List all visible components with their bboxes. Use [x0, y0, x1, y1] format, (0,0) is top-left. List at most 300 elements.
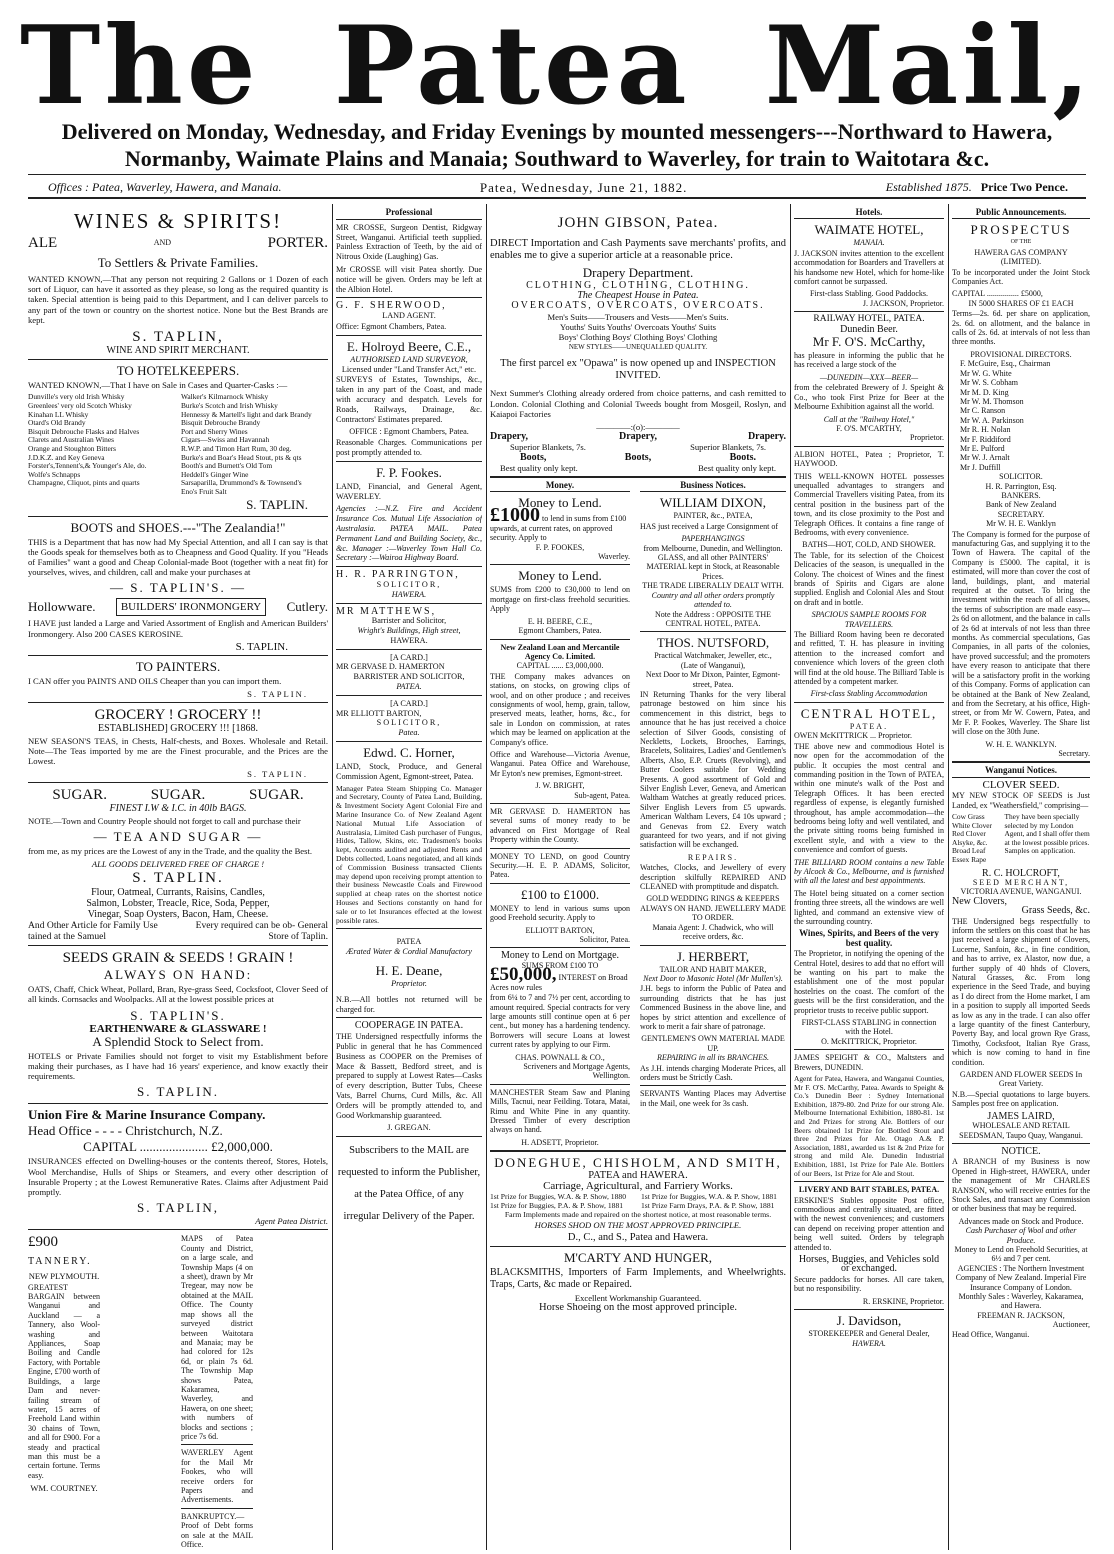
column-3: [490, 208, 786, 1548]
divider: [28, 655, 328, 656]
hawera-label: HAWERA.: [852, 1338, 886, 1348]
divider: [336, 928, 482, 929]
paperhangings: PAPERHANGINGS: [681, 534, 745, 544]
column-rule: [332, 204, 333, 1550]
beere-signature: E. H. BEERE, C.E.,: [527, 616, 593, 626]
union-insurance-heading: Union Fire & Marine Insurance Company.: [28, 1107, 266, 1123]
divider: [336, 335, 482, 336]
youths-line: Youths' Suits Youths' Overcoats Youths' Suits: [560, 321, 716, 332]
solicitor-patea: Solicitor, Patea.: [579, 935, 630, 945]
nutsford-paragraph: IN Returning Thanks for the very liberal patronage bestowed on him since his commencement in this district, begs to announce that he has just received a choice selection of Silver Goods, consisting of Neckletts, Lockets, Brooches, Earrings, Bracelets, Solitaires, Ladies' and Gentlemen's Alberts, Also, E.P. Cruets (Revolving), and Butter Coolers suitable for Wedding Presents. A good assortment of Gold and Silver English Lever, Geneva, and American Waltham Watches at greatly reduced prices. Silver English Levers from £5 upwards. American Waltham Levers, £4 10s upward ; and Genevas from £2. Every watch guaranteed for two years, and if not giving satisfaction will be exchanged.: [640, 689, 786, 850]
ironmongery-paragraph: I HAVE just landed a Large and Varied Assortment of English and American Builders' Ironmongery. Also 200 CASES KEROSINE.: [28, 618, 328, 639]
dcs-line: D., C., and S., Patea and Hawera.: [567, 1232, 709, 1244]
wanklyn-signature: W. H. E. WANKLYN.: [985, 739, 1057, 749]
quality-row: [490, 463, 786, 473]
divider: [640, 1085, 786, 1086]
central-proprietor-note: The Proprietor, in notifying the opening of the Central Hotel, desires to add that no effort will be wanting on his part to make the establishment one of the most popular hostelries on the coast. The comfort of the guests will be the first consideration, and the proprietor trusts to receive public support.: [794, 949, 944, 1015]
excellent-workmanship: Excellent Workmanship Guaranteed.: [574, 1293, 702, 1304]
address-note: Note the Address : OPPOSITE THE CENTRAL HOTEL, PATEA.: [654, 609, 772, 628]
divider: [28, 782, 328, 783]
ale-label: ALE: [28, 235, 58, 251]
agencies-list: AGENCIES : The Northern Investment Company of New Zealand. Imperial Fire Insurance Company of London.: [955, 1263, 1087, 1292]
sherwood-name: G. F. SHERWOOD,: [336, 300, 447, 312]
money-column: [490, 481, 630, 1147]
manaia-label: MANAIA.: [853, 238, 885, 248]
shares-label: IN 5000 SHARES OF £1 EACH: [968, 298, 1074, 308]
stabling-accommodation: First-class Stabling Accommodation: [810, 689, 928, 699]
dunedin-xxx: —DUNEDIN—XXX—BEER—: [819, 372, 919, 382]
wines-spirits: Wines, Spirits, and Beers of the very best quality.: [799, 928, 939, 948]
family-use-left: And Other Article for Family Use tained at the Samuel: [28, 920, 158, 943]
first-class-stabling: First-class Stabling. Good Paddocks.: [810, 289, 928, 299]
directors-list: F. McGuire, Esq., Chairman Mr W. G. White Mr W. S. Cobham Mr M. D. King Mr W. M. Thomson Mr C. Ranson Mr W. A. Parkinson Mr R. H. Nolan Mr F. Riddiford Mr E. Pulford Mr W. J. Arnalt Mr J. Duffill: [960, 359, 1051, 472]
hotels-families-paragraph: HOTELS or Private Families should not forget to visit my Establishment before making their purchases, as I have had 16 years' experience, and know exactly their requirements.: [28, 1050, 328, 1082]
grain-seeds-heading: SEEDS GRAIN & SEEDS ! GRAIN !: [62, 950, 294, 967]
builders-ironmongery-label: BUILDERS' IRONMONGERY: [116, 598, 266, 616]
column-4: [794, 208, 944, 1548]
painters-heading: TO PAINTERS.: [135, 658, 221, 674]
divider: [490, 639, 630, 640]
oats-paragraph: OATS, Chaff, Chick Wheat, Pollard, Bran, Rye-grass Seed, Cocksfoot, Clover Seed of all kinds. Cornsacks and Woolpacks. All at the lowest possible prices at: [28, 984, 328, 1005]
divider: [490, 1150, 786, 1152]
authorised-surveyor: AUTHORISED LAND SURVEYOR,: [350, 354, 468, 364]
mccarthy-name: Mr F. O'S. McCarthy,: [812, 334, 926, 350]
gibson-paragraph: DIRECT Importation and Cash Payments save merchants' profits, and enables me to give a superior article at a reasonable price.: [490, 238, 786, 261]
boots-heading: BOOTS and SHOES.---"The Zealandia!": [70, 519, 286, 535]
crosse-notice: Mr CROSSE will visit Patea shortly. Due notice will be given. Orders may be left at the Albion Hotel.: [336, 264, 482, 294]
grocery-established: ESTABLISHED] GROCERY !!! [1868.: [98, 723, 258, 735]
sugar-heading: SUGAR. SUGAR. SUGAR.: [52, 787, 304, 804]
proprietor-label: Proprietor.: [391, 979, 427, 988]
solicitor-label: SOLICITOR,: [376, 718, 442, 728]
livery-stables: LIVERY AND BAIT STABLES, PATEA.: [798, 1185, 940, 1195]
drapery-department: Drapery Department.: [582, 265, 694, 280]
divider: [490, 1246, 786, 1247]
title-word-patea: Patea: [333, 3, 691, 129]
parrington-name: H. R. PARRINGTON,: [336, 569, 460, 581]
pownall-signature: CHAS. POWNALL & CO.,: [515, 1052, 605, 1062]
boys-line: Boys' Clothing Boys' Clothing Boys' Clothing: [558, 332, 718, 343]
divider: [181, 1444, 253, 1445]
offices-label: Offices : Patea, Waverley, Hawera, and Manaia.: [48, 180, 282, 194]
head-office-wanganui: Head Office, Wanganui.: [952, 1329, 1030, 1339]
railway-hotel: RAILWAY HOTEL, PATEA.: [813, 314, 925, 325]
divider: [336, 566, 482, 567]
tannery-label: TANNERY.: [28, 1256, 92, 1268]
divider: [490, 883, 630, 884]
divider: [952, 1143, 1090, 1144]
billiard-room: THE BILLIARD ROOM contains a new Table by Alcock & Co., Melbourne, and is furnished with all the latest and best appointments.: [794, 857, 944, 886]
divider: [794, 446, 944, 447]
tailor-label: TAILOR AND HABIT MAKER,: [659, 964, 767, 974]
solicitor-label: SOLICITOR,: [376, 579, 442, 589]
waimate-paragraph: J. JACKSON invites attention to the excellent accommodation for Boarders and Travellers at his handsome new Hotel, which for home-like comfort cannot be surpassed.: [794, 248, 944, 287]
bottles-notice: N.B.—All bottles not returned will be charged for.: [336, 994, 482, 1014]
terms-paragraph: Terms—2s. 6d. per share on application, 2s. 6d. on allotment, and the balance in calls of 2s. 6d. at intervals of not less than three months.: [952, 309, 1090, 347]
divider: [28, 516, 328, 517]
adams-money: MONEY TO LEND, on good Country Security.—H. E. P. ADAMS, Solicitor, Patea.: [490, 851, 630, 880]
delivery-subtitle: [16, 118, 1098, 172]
tannery-price: £900: [28, 1234, 58, 1251]
column-5: [952, 208, 1090, 1548]
boots-1: Boots,: [520, 451, 547, 463]
barton-money: MONEY to lend in various sums upon good Freehold security. Apply to: [490, 903, 630, 923]
hollowware-label: Hollowware.: [28, 599, 96, 615]
speight-awards: Agent for Patea, Hawera, and Wanganui Counties, Mr F. O'S. McCarthy, Patea. Awards to Speight & Co.'s Dunedin Beer : Sydney International Exhibition, 1879-80. 2nd Prize for our strong Ale. Melbourne International Exhibition, 1880-81. 1st and 2nd Prizes for strong Ale. Bottlers of our Beers obtained 1st Prize for Bottled Stout and three 2nd Prizes for Ale. Otago A.& P. Association, 1881, awarded us 1st & 2nd Prize for strong and mild Ale. Dunedin Industrial Exhibition, 1881, 1st Prize for Pale Ale. Bottlers of our Beers, 1st Prize for Ale and Stout.: [794, 1074, 944, 1178]
painters-paragraph: I CAN offer you PAINTS AND OILS Cheaper than you can import them.: [28, 675, 282, 686]
central-hotel: CENTRAL HOTEL,: [800, 705, 938, 721]
servants-notice: SERVANTS Wanting Places may Advertise in the Mail, one week for 3s cash.: [640, 1089, 786, 1108]
new-clovers: New Clovers,: [952, 895, 1007, 907]
glass-paragraph: GLASS, and all other PAINTERS' MATERIAL kept in Stock, at Reasonable Prices.: [646, 553, 780, 581]
fookes-signature: F. P. FOOKES,: [535, 542, 585, 552]
jackson-proprietor: J. JACKSON, Proprietor.: [862, 298, 944, 308]
drapery-3: Drapery.: [747, 431, 786, 443]
monthly-sales: Monthly Sales : Waverley, Kakaramea, and Hawera.: [958, 1292, 1084, 1311]
country-orders: Country and all other orders promptly attended to.: [651, 590, 775, 610]
farm-implements: Farm Implements made and repaired on the shortest notice, at most reasonable terms.: [504, 1209, 772, 1219]
divider: [794, 1049, 944, 1050]
erskine-signature: R. ERSKINE, Proprietor.: [862, 1296, 944, 1306]
divider: [336, 603, 482, 604]
nz-office: Office and Warehouse—Victoria Avenue, Wanganui. Patea Office and Warehouse, Mr Eyton's new premises, Egmont-street.: [490, 749, 630, 778]
insurance-capital: CAPITAL ..................... £2,000,000.: [83, 1139, 273, 1155]
first-class-stabling-2: FIRST-CLASS STABLING in connection with the Hotel.: [801, 1018, 937, 1037]
secure-paddocks: Secure paddocks for horses. All care taken, but no responsibility.: [794, 1274, 944, 1294]
gas-capital: CAPITAL ................ £5000,: [952, 289, 1043, 299]
fifty-thousand-text: INTEREST on Broad Acres now rules: [490, 973, 628, 992]
owner-line: OWEN McKITTRICK ... Proprietor.: [794, 731, 912, 741]
bottom-ads: [28, 1233, 328, 1548]
painter-label: PAINTER, &c., PATEA,: [673, 511, 753, 521]
porter-label: PORTER.: [267, 235, 328, 251]
egmont-chambers: Egmont Chambers, Patea.: [518, 626, 602, 636]
deane-name: H. E. Deane,: [375, 963, 443, 978]
solicitor-label: SOLICITOR.: [999, 472, 1043, 482]
scriveners-label: Scriveners and Mortgage Agents, Wellington.: [523, 1061, 630, 1081]
albion-paragraph: THIS WELL-KNOWN HOTEL possesses unequalled advantages to strangers and Commercial Travellers visiting Patea, from its central position in the business part of the town, and its close proximity to the Post and Telegraph Offices. It contains a fine range of Bedrooms, with every convenience.: [794, 471, 944, 537]
gibson-heading: JOHN GIBSON, Patea.: [557, 215, 719, 231]
merchant-title: WINE AND SPIRIT MERCHANT.: [106, 345, 250, 357]
manaia-agent: Manaia Agent: J. Chadwick, who will receive orders, &c.: [652, 922, 774, 942]
taplin-signature: S. TAPLIN.: [137, 1084, 219, 1100]
hamerton-money: MR GERVASE D. HAMERTON has several sums of money ready to be advanced on First Mortgage of Real Property within the County.: [490, 807, 630, 845]
repairs-heading: REPAIRS.: [687, 852, 739, 862]
horses-buggies: Horses, Buggies, and Vehicles sold or exchanged.: [798, 1254, 940, 1275]
gregan-signature: J. GREGAN.: [387, 1123, 431, 1133]
barton-signature: ELLIOTT BARTON,: [525, 925, 595, 935]
parrington-esq: H. R. Parrington, Esq.: [985, 481, 1057, 491]
special-quotations: N.B.—Special quotations to large buyers. Samples post free on application.: [952, 1089, 1090, 1109]
settlers-heading: To Settlers & Private Families.: [97, 255, 259, 270]
surveys-paragraph: SURVEYS of Estates, Townships, &c., taken in any part of the Coast, and made with accuracy and despatch. Levels for Roads, Railways, Drainage, &c. Contractors' Estimates prepared.: [336, 375, 482, 424]
flour-list: Flour, Oatmeal, Currants, Raisins, Candles, Salmon, Lobster, Treacle, Rice, Soda, Pepper, Vinegar, Soap Oysters, Bacon, Ham, Cheese.: [86, 887, 270, 921]
newspaper-title: [20, 3, 1094, 129]
subagent-label: Sub-agent, Patea.: [574, 790, 630, 800]
holcroft-paragraph: THE Undersigned begs respectfully to inform the settlers on this coast that he has just received a large shipment of Clovers, Lucerne, Sanfoin, &c., in fine condition, and has to arrive, ex Alastor, now due, a further supply of 40 hhds of Clovers, Natural Grasses, &c. From long experience in the Seed Trade, and buying as I do direct from the Home market, I am in a position to supply all imported Seeds as low as any in the trade. I can also offer a large quantity of the finest Canterbury, Poverty Bay, and local grown Rye Grass, Timothy, Cocksfoot, Italian Rye Grass, which is now coming to hand in fine condition.: [952, 916, 1090, 1067]
subscribers-notice: Subscribers to the MAIL are requested to inform the Publisher, at the Patea Office, of any irregular Delivery of the Paper.: [337, 1145, 481, 1223]
incorporation: To be incorporated under the Joint Stock Companies Act.: [952, 267, 1090, 287]
mccarty-hunger: M'CARTY AND HUNGER,: [563, 1250, 713, 1266]
seeds-list-a: Cow Grass White Clover Red Clover Alsyke, &c. Broad Leaf Essex Rape: [952, 811, 993, 864]
crosse-dentist: MR CROSSE, Surgeon Dentist, Ridgway Street, Wanganui. Artificial teeth supplied. Painless Extraction of Teeth, by the aid of Nitrous Oxide (Laughing) Gas.: [336, 222, 482, 262]
divider: [336, 1017, 482, 1018]
call-railway: Call at the "Railway Hotel,": [823, 414, 915, 424]
patea-label: Patea.: [398, 728, 420, 738]
nutsford-name: THOS. NUTSFORD,: [656, 635, 770, 651]
family-use-right: Every required can be ob- General Store of Taplin.: [195, 920, 328, 943]
late-wanganui: (Late of Wanganui),: [680, 660, 746, 670]
masthead: [0, 0, 1114, 205]
cash-purchaser: Cash Purchaser of Wool and other Produce.: [965, 1226, 1077, 1245]
advances: Advances made on Stock and Produce.: [958, 1216, 1084, 1226]
dateline: [48, 180, 1068, 196]
mccarthy-paragraph: has pleasure in informing the public that he has received a large stock of the: [794, 351, 944, 370]
cheapest-house: The Cheapest House in Patea.: [577, 290, 699, 302]
garden-seeds: GARDEN AND FLOWER SEEDS In Great Variety.: [959, 1070, 1083, 1089]
issue-date: Patea, Wednesday, June 21, 1882.: [479, 180, 688, 195]
tannery-paragraph: GREATEST BARGAIN between Wanganui and Auckland — a Tannery, also Wool-washing and Appliances, Soap Boiling and Candle Factory, with Portable Engine, £700 worth of Buildings, a large Dam and never-failing stream of water, 15 acres of Freehold Land within 30 chains of Town, and all for £900. For a steady and practical man this must be a certain fortune. Terms easy.: [28, 1282, 101, 1480]
nz-loan-heading: New Zealand Loan and Mercantile Agency Co. Limited.: [500, 642, 620, 661]
tannery-heading: [28, 1233, 100, 1271]
boots-2: Boots,: [624, 451, 652, 463]
money-to-lend: Money to Lend.: [518, 568, 602, 584]
divider: [28, 1229, 328, 1230]
doneghue-heading: DONEGHUE, CHISHOLM, AND SMITH,: [494, 1155, 782, 1171]
patea-label: PATEA.: [849, 721, 889, 731]
title-word-the: The: [20, 3, 260, 129]
patea-hawera: PATEA and HAWERA.: [588, 1170, 688, 1182]
boots-row: [490, 453, 786, 463]
money-freehold: Money to Lend on Freehold Securities, at 6½ and 7 per cent.: [954, 1244, 1088, 1264]
taplins-signature: — S. TAPLIN'S. —: [110, 580, 246, 596]
earthenware-heading: EARTHENWARE & GLASSWARE !: [89, 1022, 267, 1035]
liquor-lists: [28, 393, 328, 496]
wanted-known-2: WANTED KNOWN,—That I have on Sale in Cases and Quarter-Casks :—: [28, 380, 288, 391]
title-word-mail: Mail,: [764, 3, 1094, 129]
provisional-directors: PROVISIONAL DIRECTORS.: [970, 349, 1072, 359]
card-label: [A CARD.]: [390, 698, 428, 708]
repairs-paragraph: Watches, Clocks, and Jewellery of every description skilfully REPAIRED AND CLEANED with promptitude and dispatch.: [640, 863, 786, 892]
aerated-water: Ærated Water & Cordial Manufactory: [346, 947, 472, 957]
ornament: ————:(o):————: [596, 422, 680, 433]
agent-patea: Agent Patea District.: [255, 1216, 328, 1227]
horse-shoeing: Horse Shoeing on the most approved principle.: [538, 1302, 737, 1314]
hawera-label: HAWERA.: [391, 589, 427, 599]
thousand-text: to lend in sums from £100 upwards, at current rates, on approved security. Apply to: [490, 514, 627, 543]
nz-capital: CAPITAL ...... £3,000,000.: [516, 661, 604, 671]
matthews-name: MR MATTHEWS,: [336, 605, 437, 617]
mortgage-paragraph: from 6¼ to 7 and 7½ per cent, according to amount required. Special contracts for very large amounts still continue open at 6 per cent., but money has a hardening tendency. Borrowers will secure Loans at lowest current rates by applying to our Firm.: [490, 993, 630, 1050]
money-business-split: [490, 481, 786, 1147]
boots-3: Boots.: [729, 451, 756, 463]
from-me: from me, as my prices are the Lowest of any in the Trade, and the quality the Best.: [28, 845, 313, 856]
divider: [28, 174, 1086, 175]
blacksmiths-paragraph: BLACKSMITHS, Importers of Farm Implements, and Wheelwrights. Traps, Carts, &c made or Repaired.: [490, 1267, 786, 1290]
mortgage-heading: Money to Lend on Mortgage.: [500, 950, 620, 962]
prize-list-2: 1st Prize for Buggies, W.A. & P. Show, 1881 1st Prize Farm Drays, P.A. & P. Show, 1881: [640, 1191, 777, 1210]
next-masonic: Next Door to Masonic Hotel (Mr Mullen's).: [643, 973, 783, 983]
maps-ad: [181, 1233, 328, 1548]
prize-lists: [490, 1192, 786, 1210]
wholesale-seedsman: WHOLESALE AND RETAIL SEEDSMAN, Taupo Quay, Wanganui.: [959, 1121, 1083, 1140]
proprietor-label: Proprietor.: [910, 433, 944, 443]
divider: [490, 564, 630, 565]
grocery-paragraph: NEW SEASON'S TEAS, in Chests, Half-chests, and Boxes. Wholesale and Retail. Note—The Teas imported by me are the Finest procurable, and the Prices are the Lowest.: [28, 735, 328, 766]
sherwood-office: Office: Egmont Chambers, Patea.: [336, 321, 447, 331]
wines-heading: WINES & SPIRITS!: [73, 209, 283, 233]
gas-company-paragraph: The Company is formed for the purpose of manufacturing Gas, and supplying it to the Town of Hawera. The capital of the Company is £5000. The capital, it is estimated, will more than cover the cost of land, buildings, plant, and material required at the outset. To bring the investment within the reach of all classes, the terms of subscription are made easy—2s 6d on allotment, and the balance in calls of 2s 6d at intervals of not less than three months. As commercial speculations, Gas Companies, in all parts of the colonies, have proved successful; and the promoters have every reason to anticipate that there will be a satisfactory profit in the working of this Company. Forms of application can be obtained at the Bank of New Zealand, and from the Secretary, at his office, High-street, or from Mr W. Cowern, Patea, and Mr F. P. Fookes, Waverley. The Share list will close on the 30th June.: [952, 529, 1090, 737]
next-door: Next Door to Mr Dixon, Painter, Egmont-street, Patea.: [645, 670, 781, 689]
horner-land: LAND, Stock, Produce, and General Commission Agent, Egmont-street, Patea.: [336, 762, 482, 781]
fookes-land: LAND, Financial, and General Agent, WAVERLEY.: [336, 481, 482, 501]
divider: [181, 1508, 253, 1509]
divider: [952, 761, 1090, 763]
albion-hotel: ALBION HOTEL, Patea ; Proprietor, T. HAYWOOD.: [794, 449, 944, 469]
divider: [28, 197, 1086, 199]
dixon-paragraph: HAS just received a Large Consignment of: [640, 521, 779, 531]
patea-label: PATEA.: [396, 682, 422, 692]
laird-name: JAMES LAIRD,: [987, 1110, 1055, 1122]
column-rule: [790, 204, 791, 1550]
money-to-lend: Money to Lend.: [518, 495, 602, 511]
next-summer: Next Summer's Clothing already ordered from choice patterns, and cash remitted to London. Colonial Clothing and Colonial Tweeds bought from Mosgeil, Roslyn, and Kaiapoi Factories: [490, 388, 786, 419]
speight-heading: JAMES SPEIGHT & CO., Maltsters and Brewers, DUNEDIN.: [794, 1053, 944, 1072]
subtitle-line-2: Normanby, Waimate Plains and Manaia; Southward to Waverley, for train to Waitotara &c.: [124, 146, 990, 171]
liquor-list-a: Dunville's very old Irish Whisky Greenlees' very old Scotch Whisky Kinahan LL Whisky Otard's Old Brandy Bisquit Debrouche Flasks and Halves Clarets and Australian Wines Orange and Stoughton Bitters J.D.K.Z. and Key Geneva Forster's,Tennent's,& Younger's Ale, do. Wolfe's Schnapps Champagne, Cliquot, pints and quarts: [28, 392, 147, 488]
nz-paragraph: THE Company makes advances on stations, on stocks, on growing clips of wool, and on other produce ; and receives consignments of wool, hemp, grain, tallow, preserved meats, leather, horns, &c., for sale in London on commission, at rates which may be learned on application at the Company's office.: [490, 671, 630, 747]
billiard-paragraph: The Billiard Room having been re decorated and refitted, T. H. has pleasure in inviting attention to the increased comfort and convenience which lovers of the green cloth will find at the old house. The Billiard Table is attended by a competent marker.: [794, 630, 944, 687]
thousand-ad: [490, 504, 630, 543]
divider: [336, 741, 482, 742]
boots-paragraph: THIS is a Department that has now had My Special Attention, and all I can say is that the Goods speak for themselves both as to Cheapness and Good Quality. If you "Heads of Families" want a good and Cheap Colonial-made Boot (together with a neat fit) for yourselves, wives, and children, call and make your purchases at: [28, 536, 328, 578]
splendid-stock: A Splendid Stock to Select from.: [92, 1033, 264, 1049]
central-situation: The Hotel being situated on a corner section fronting three streets, all the windows are well lighted, and command an extensive view of the surrounding country.: [794, 888, 944, 926]
from-melbourne: from Melbourne, Dunedin, and Wellington.: [643, 543, 783, 553]
taplins-signature: S. TAPLIN'S.: [130, 1007, 226, 1023]
central-paragraph: THE above new and commodious Hotel is now open for the accommodation of the public. It occupies the most central and commanding position in the Town of PATEA, within one minute's walk of the Post and Telegraph Offices. It has been erected regardless of expense, is elegantly furnished throughout, has ample accommodation—the bedrooms being lofty and well ventilated, and the private sitting rooms being furnished in excellent style, and with a view to the convenience and comfort of guests.: [794, 741, 944, 855]
auctioneer-label: Auctioneer,: [1052, 1320, 1090, 1330]
davidson-name: J. Davidson,: [836, 1313, 902, 1329]
herbert-name: J. HERBERT,: [676, 948, 750, 964]
quality-2: Best quality only kept.: [698, 462, 776, 473]
wright-buildings: Wright's Buildings, High street,: [357, 626, 461, 636]
hotelkeepers-heading: TO HOTELKEEPERS.: [116, 363, 240, 379]
liquor-list-b: Walker's Kilmarnock Whisky Burke's Scotch and Irish Whisky Hennessy & Martell's light and dark Brandy Bisquit Debrouche Brandy Port and Sherry Wines Cigars—Swiss and Havannah R.W.P. and Timon Hart Rum, 30 deg. Burke's and Boar's Head Stout, pts & qts Booth's and Burnett's Old Tom Heddell's Ginger Wine Sarsaparilla, Drummond's & Townsend's Eno's Fruit Salt: [181, 392, 312, 496]
fookes-agencies: Agencies :—N.Z. Fire and Accident Insurance Cos. Mutual Life Association of Australasia. PATEA MAIL. Patea Permanent Land and Building Society, &c., &c. Manager :—Waverley Town Hall Co. Secretary :—Wairoa Highway Board.: [336, 504, 482, 563]
beere-office: OFFICE : Egmont Chambers, Patea.: [349, 427, 469, 437]
business-heading: Business Notices.: [640, 481, 786, 492]
dunedin-beer: Dunedin Beer.: [840, 323, 898, 335]
divider: [336, 297, 482, 298]
land-agent: LAND AGENT.: [382, 311, 436, 321]
repairing-branches: REPAIRING in all its BRANCHES.: [656, 1053, 770, 1063]
wanklyn-name: Mr W. H. E. Wanklyn: [986, 519, 1056, 529]
taplin-signature: S. TAPLIN.: [235, 640, 288, 653]
bankers-label: BANKERS.: [1001, 490, 1041, 500]
divider: [28, 359, 328, 360]
and-label: AND: [153, 238, 172, 247]
divider: [490, 476, 786, 478]
jackson-auctioneer: FREEMAN R. JACKSON,: [977, 1310, 1065, 1320]
divider: [28, 945, 328, 946]
money-heading: Money.: [490, 481, 630, 492]
erskine-paragraph: ERSKINE'S Stables opposite Post office, commodious and centrally situated, are fitted with the newest conveniences; and customers can depend on receiving proper attention and being well suited. Orders by telegraph attended to.: [794, 1195, 944, 1252]
divider: [490, 947, 630, 948]
drapery-1: Drapery,: [490, 431, 529, 443]
card-label: [A CARD.]: [390, 652, 428, 662]
divider: [794, 1181, 944, 1182]
bank-name: Bank of New Zealand: [985, 500, 1057, 510]
price-label: Price Two Pence.: [980, 180, 1068, 194]
notice-heading: NOTICE.: [1001, 1145, 1041, 1157]
baths-label: BATHS—HOT, COLD, AND SHOWER.: [802, 540, 936, 550]
horner-name: Edwd. C. Horner,: [363, 745, 455, 761]
limited-label: (LIMITED).: [1000, 257, 1042, 267]
reasonable-charges: Reasonable Charges. Communications per post promptly attended to.: [336, 438, 482, 457]
blankets-1: Superior Blankets, 7s.: [510, 442, 586, 453]
hawera-label: HAWERA.: [390, 635, 428, 645]
column-2: [336, 208, 482, 1548]
horses-shod: HORSES SHOD ON THE MOST APPROVED PRINCIPLE.: [534, 1219, 742, 1230]
opawa-line: The first parcel ex "Opawa" is now opened up and INSPECTION INVITED.: [500, 358, 776, 382]
hundred-thousand: £100 to £1000.: [520, 886, 600, 902]
taplin-signature: S. TAPLIN.: [247, 769, 308, 780]
business-column: [640, 481, 786, 1147]
family-use: [28, 920, 328, 942]
sums-paragraph: SUMS from £200 to £30,000 to lend on mortgage on first-class freehold securities. Apply: [490, 585, 630, 614]
dixon-name: WILLIAM DIXON,: [659, 495, 767, 511]
cutlery-label: Cutlery.: [286, 599, 328, 615]
victoria-avenue: VICTORIA AVENUE, WANGANUI.: [960, 887, 1082, 897]
grass-seeds: Grass Seeds, &c.: [1021, 905, 1090, 917]
overcoats-line: OVERCOATS, OVERCOATS, OVERCOATS.: [511, 300, 765, 312]
hamerton-name: MR GERVASE D. HAMERTON: [336, 662, 445, 672]
divider: [28, 702, 328, 703]
thousand-amount: £1000: [490, 504, 540, 527]
professional-heading: Professional: [336, 208, 482, 220]
divider: [336, 461, 482, 462]
carriage-works: Carriage, Agricultural, and Farriery Works.: [543, 1180, 733, 1193]
drapery-2: Drapery,: [618, 431, 658, 443]
horner-services: Manager Patea Steam Shipping Co. Manager and Secretary, County of Patea Land, Building, & Investment Society Agent Colonial Fire and Marine Insurance Co. of New Zealand Agent National Mutual Life Association of Australasia, Limited Cash purchaser of Fungus, Hides, Tallow, Skins, etc. Tradesmen's books kept, Accounts audited and adjusted Rents and Debts collected, Loans negotiated, and all kinds of Commission Business transacted Clients may depend upon receiving prompt attention to their business Newcastle Coals and Firewood supplied at cheap rates on the shortest notice Houses and Sections constantly on hand for sale or to let Insurances effected at the lowest possible rates.: [336, 783, 482, 925]
suits-line: Men's Suits——Trousers and Vests——Men's Suits.: [547, 311, 729, 322]
maps-paragraph: MAPS of Patea County and District, on a large scale, and Township Maps (4 on a sheet), drawn by Mr Tregear, may now be obtained at the MAIL Office. The County map shows all the surveyed district between Waitotara and Manaia; may be had colored for 12s 6d, or plain 7s 6d. The Township Map shows Patea, Kakaramea, Waverley, and Hawera, on one sheet; with numbers of blocks and sections ; price 7s 6d.: [181, 1234, 254, 1441]
seeds-list-b: They have been specially selected by my London Agent, and I shall offer them at the lowest possible prices. Samples on application.: [1004, 811, 1090, 856]
goods-delivered: ALL GOODS DELIVERED FREE OF CHARGE !: [91, 859, 265, 869]
blankets-2: Superior Blankets, 7s.: [690, 442, 766, 453]
head-office: Head Office - - - - Christchurch, N.Z.: [28, 1123, 223, 1139]
quality-1: Best quality only kept.: [500, 462, 578, 473]
column-rule: [948, 204, 949, 1550]
bankruptcy-notice: BANKRUPTCY.—Proof of Debt forms on sale at the MAIL Office.: [181, 1511, 254, 1548]
barton-name: MR ELLIOTT BARTON,: [336, 708, 422, 718]
barrister-label: Barrister and Solicitor,: [371, 616, 447, 626]
licensed: Licensed under "Land Transfer Act," etc.: [341, 364, 477, 374]
watchmaker-label: Practical Watchmaker, Jeweller, etc.,: [654, 651, 772, 661]
divider: [794, 311, 944, 312]
fifty-thousand-amount: £50,000,: [490, 964, 557, 986]
taplin-signature: S. TAPLIN.: [132, 870, 224, 887]
clover-seed-heading: CLOVER SEED.: [982, 778, 1060, 791]
mckittrick-signature: O. McKITTRICK, Proprietor.: [821, 1036, 917, 1046]
prize-list-1: 1st Prize for Buggies, W.A. & P. Show, 1880 1st Prize for Buggies, P.A. & P. Show, 1881: [490, 1191, 626, 1210]
sample-rooms: SPACIOUS SAMPLE ROOMS FOR TRAVELLERS.: [811, 610, 927, 629]
sums-from: SUMS FROM £100 TO: [521, 960, 599, 970]
waverley-agent: WAVERLEY Agent for the Mail Mr Fookes, who will receive orders for Papers and Advertisements.: [181, 1448, 254, 1505]
patea-label: PATEA: [396, 937, 422, 947]
waimate-hotel: WAIMATE HOTEL,: [814, 222, 924, 238]
